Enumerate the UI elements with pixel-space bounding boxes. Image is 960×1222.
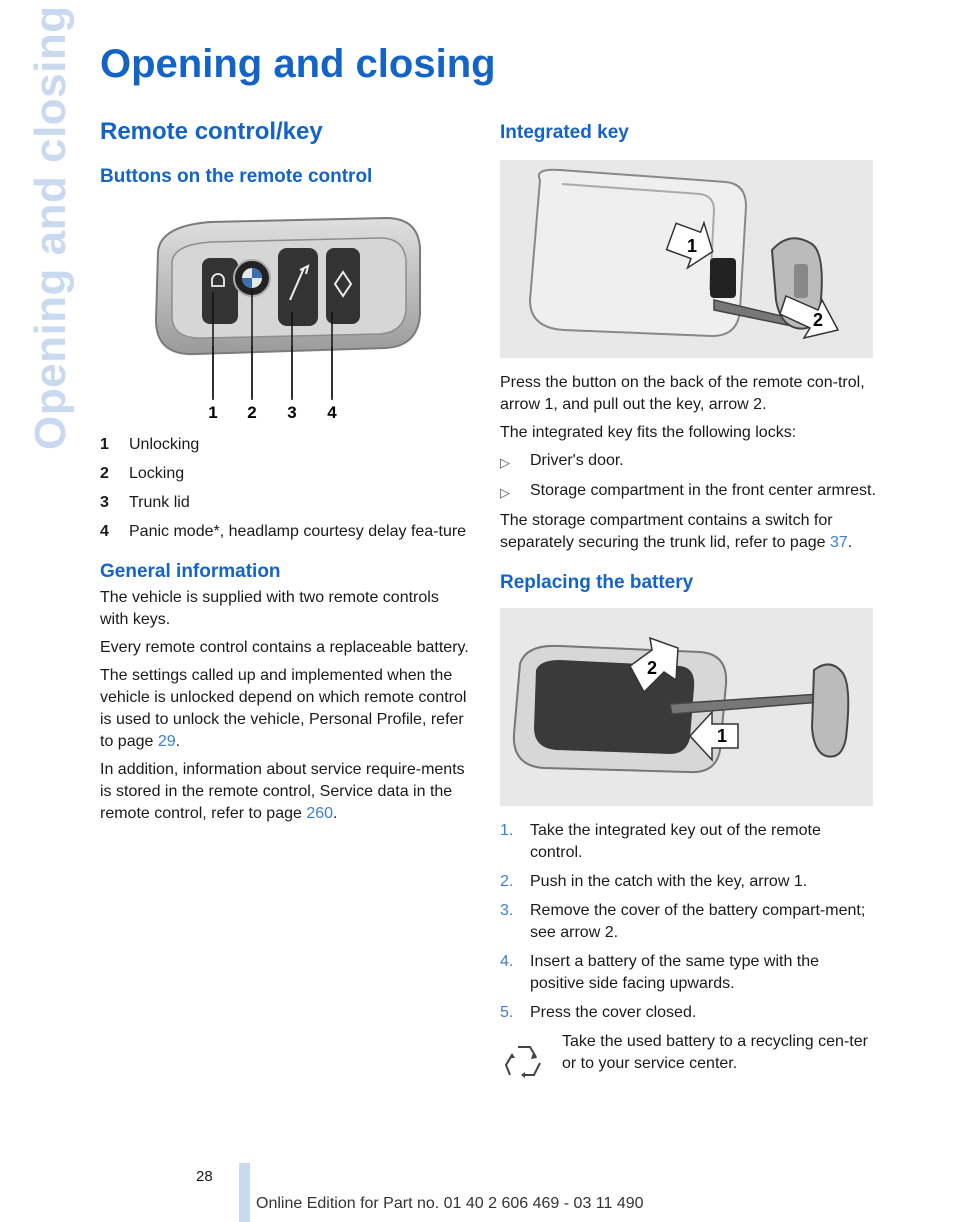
replacing-battery-heading: Replacing the battery (500, 572, 694, 593)
paragraph: Press the button on the back of the remote con-trol, arrow 1, and pull out the key, arrow 2. (500, 374, 865, 413)
locks-list (500, 450, 876, 504)
arrow-1-label: 1 (686, 236, 698, 256)
page-link-37[interactable]: 37 (829, 534, 848, 551)
page-link-29[interactable]: 29 (157, 733, 176, 750)
page-title: Opening and closing (100, 42, 496, 86)
key-head (812, 664, 848, 756)
arrow-2-label: 2 (646, 658, 658, 678)
page-number: 28 (196, 1168, 213, 1185)
footer-accent-bar (239, 1163, 250, 1222)
paragraph: Every remote control contains a replaceable battery. (100, 639, 469, 656)
trunk-button (278, 248, 318, 326)
list-item: ▷ Storage compartment in the front center armrest. (500, 482, 876, 500)
list-item: ▷ Driver's door. (500, 452, 624, 470)
step-item: 4. Insert a battery of the same type with the positive side facing upwards. (500, 953, 820, 992)
step-item: 2. Push in the catch with the key, arrow 1. (500, 873, 808, 890)
battery-replacement-figure (500, 608, 873, 806)
paragraph: The storage compartment contains a switch for separately securing the trunk lid, refer to page 37. (500, 512, 853, 551)
step-item: 3. Remove the cover of the battery compart-ment; see arrow 2. (500, 902, 866, 941)
page-link-260[interactable]: 260 (306, 805, 334, 822)
step-item: 1. Take the integrated key out of the remote control. (500, 822, 821, 861)
figure-label-1: 1 (208, 403, 218, 422)
figure-label-3: 3 (287, 403, 297, 422)
battery-steps (500, 820, 876, 1024)
paragraph: In addition, information about service require-ments is stored in the remote control, Service data in the remote control, refer to page 260. (100, 761, 465, 822)
figure-label-2: 2 (247, 403, 257, 422)
side-chapter-tab: Opening and closing (26, 5, 75, 450)
step-item: 5. Press the cover closed. (500, 1004, 697, 1021)
right-column (500, 118, 876, 1090)
arrow-2-label: 2 (812, 310, 824, 330)
legend-item: 2 Locking (100, 465, 185, 482)
recycle-icon (500, 1031, 562, 1090)
section-title: Remote control/key (100, 118, 323, 145)
recycling-text: Take the used battery to a recycling cen-ter or to your service center. (562, 1033, 868, 1072)
subsection-title: Buttons on the remote control (100, 166, 373, 187)
integrated-key-figure (500, 160, 873, 358)
button-legend (100, 434, 470, 543)
paragraph: The integrated key fits the following locks: (500, 424, 797, 441)
integrated-key-heading: Integrated key (500, 122, 629, 143)
recycling-note (500, 1031, 876, 1090)
figure-label-4: 4 (327, 403, 337, 422)
left-column (100, 118, 470, 831)
paragraph: The settings called up and implemented when the vehicle is unlocked depend on which remote control is used to unlock the vehicle, Personal Profile, refer to page 29. (100, 667, 467, 750)
remote-back (530, 170, 746, 336)
panic-button (326, 248, 360, 324)
remote-control-figure (100, 192, 470, 424)
paragraph: The vehicle is supplied with two remote controls with keys. (100, 589, 439, 628)
unlock-button (202, 258, 238, 324)
footer-edition-text: Online Edition for Part no. 01 40 2 606 469 - 03 11 490 (256, 1195, 644, 1212)
legend-item: 1 Unlocking (100, 436, 200, 453)
legend-item: 4 Panic mode*, headlamp courtesy delay fea-ture (100, 523, 467, 540)
legend-item: 3 Trunk lid (100, 494, 190, 511)
general-information-heading: General information (100, 561, 281, 582)
arrow-1-label: 1 (716, 726, 728, 746)
